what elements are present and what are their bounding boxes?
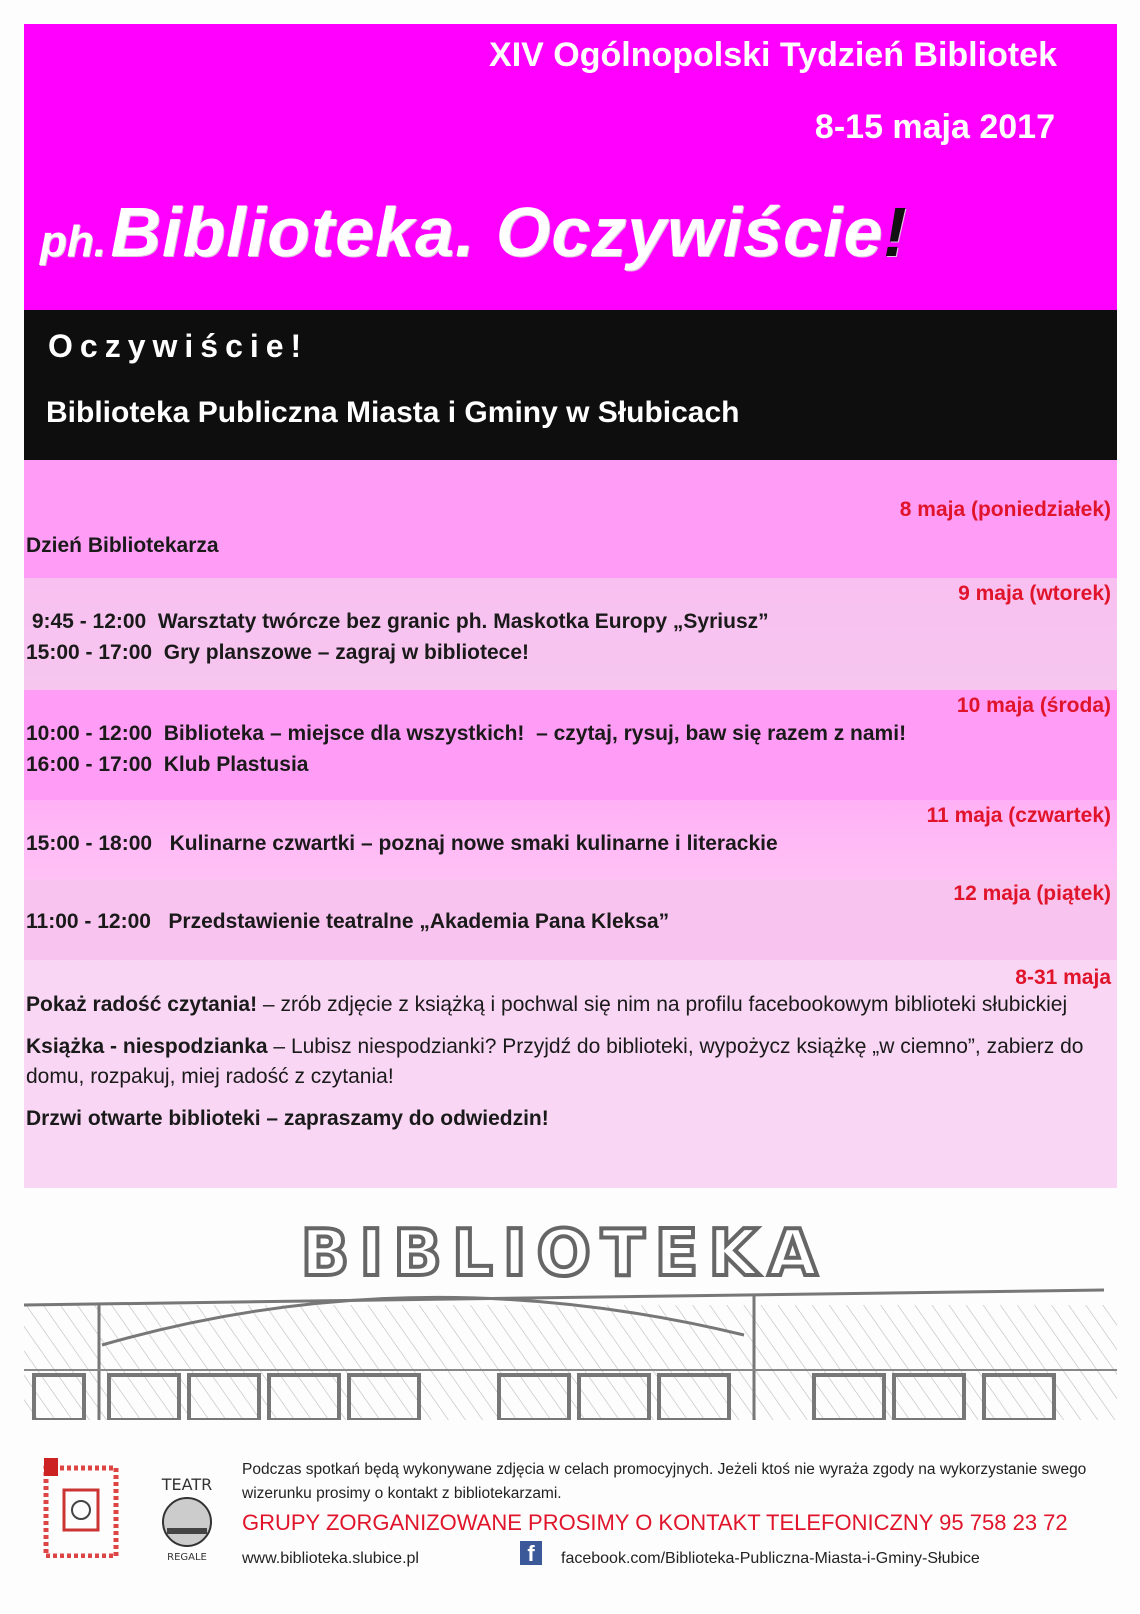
schedule-day-10	[24, 690, 1117, 800]
slogan-prefix: ph.	[40, 217, 106, 266]
event-item: Dzień Bibliotekarza	[26, 534, 219, 557]
poster	[24, 24, 1117, 1188]
event-dates: 8-15 maja 2017	[814, 108, 1055, 146]
schedule-day-11	[24, 800, 1117, 880]
month-item-title: Książka - niespodzianka	[26, 1035, 268, 1058]
month-item-title: Drzwi otwarte biblioteki – zapraszamy do odwiedzin!	[26, 1107, 549, 1130]
event-item: 15:00 - 18:00 Kulinarne czwartki – poznaj nowe smaki kulinarne i literackie	[26, 832, 778, 855]
slogan	[40, 192, 907, 272]
schedule-day-9	[24, 578, 1117, 690]
header-band	[24, 24, 1117, 310]
day-date: 11 maja (czwartek)	[926, 804, 1111, 827]
theatre-logo-icon	[152, 1472, 222, 1562]
day-date: 12 maja (piątek)	[953, 882, 1111, 905]
website-link[interactable]: www.biblioteka.slubice.pl	[242, 1550, 419, 1567]
group-contact: GRUPY ZORGANIZOWANE PROSIMY O KONTAKT TELEFONICZNY 95 758 23 72	[242, 1510, 1068, 1535]
svg-text:BIBLIOTEKA: BIBLIOTEKA	[300, 1217, 828, 1291]
schedule-day-8	[24, 460, 1117, 578]
library-building-illustration	[24, 1205, 1117, 1420]
day-date: 8 maja (poniedziałek)	[899, 498, 1111, 521]
organizer-name: Biblioteka Publiczna Miasta i Gminy w Słubicach	[46, 396, 740, 429]
event-title: XIV Ogólnopolski Tydzień Bibliotek	[489, 36, 1057, 74]
organizer-band	[24, 310, 1117, 460]
month-item-title: Pokaż radość czytania!	[26, 993, 258, 1016]
month-item-text: – zrób zdjęcie z książką i pochwal się nim na profilu facebookowym biblioteki słubickiej	[257, 993, 1068, 1016]
facebook-icon: f	[520, 1541, 542, 1565]
svg-text:REGALE: REGALE	[167, 1552, 207, 1562]
event-item: 10:00 - 12:00 Biblioteka – miejsce dla wszystkich! – czytaj, rysuj, baw się razem z nami!	[26, 722, 907, 745]
month-long-events	[24, 960, 1117, 1188]
event-item: 11:00 - 12:00 Przedstawienie teatralne „Akademia Pana Kleksa”	[26, 910, 670, 933]
day-date: 10 maja (środa)	[956, 694, 1111, 717]
library-logo-icon	[42, 1458, 120, 1558]
month-item	[26, 1032, 1111, 1092]
facebook-link[interactable]: facebook.com/Biblioteka-Publiczna-Miasta-i-Gminy-Słubice	[561, 1550, 980, 1567]
event-item: 15:00 - 17:00 Gry planszowe – zagraj w bibliotece!	[26, 641, 530, 664]
day-date: 8-31 maja	[1015, 966, 1111, 989]
month-item	[26, 1104, 1111, 1134]
photo-notice: Podczas spotkań będą wykonywane zdjęcia w celach promocyjnych. Jeżeli ktoś nie wyraża zgody na wykorzystanie swego wizerunku prosimy o kontakt z bibliotekarzami.	[242, 1461, 1087, 1502]
event-item: 9:45 - 12:00 Warsztaty twórcze bez granic ph. Maskotka Europy „Syriusz”	[26, 610, 769, 633]
slogan-main: Biblioteka. Oczywiście	[110, 193, 884, 271]
tagline: Oczywiście!	[48, 328, 309, 364]
month-item	[26, 990, 1111, 1020]
day-date: 9 maja (wtorek)	[958, 582, 1111, 605]
footer	[0, 1420, 1140, 1614]
month-item-text: – Lubisz niespodzianki? Przyjdź do biblioteki, wypożycz książkę „w ciemno”, zabierz do domu, rozpakuj, miej radość z czytania!	[26, 1035, 1084, 1088]
schedule-day-12	[24, 880, 1117, 960]
svg-text:TEATR: TEATR	[161, 1475, 213, 1494]
slogan-exclamation: !	[883, 193, 907, 271]
event-item: 16:00 - 17:00 Klub Plastusia	[26, 753, 309, 776]
